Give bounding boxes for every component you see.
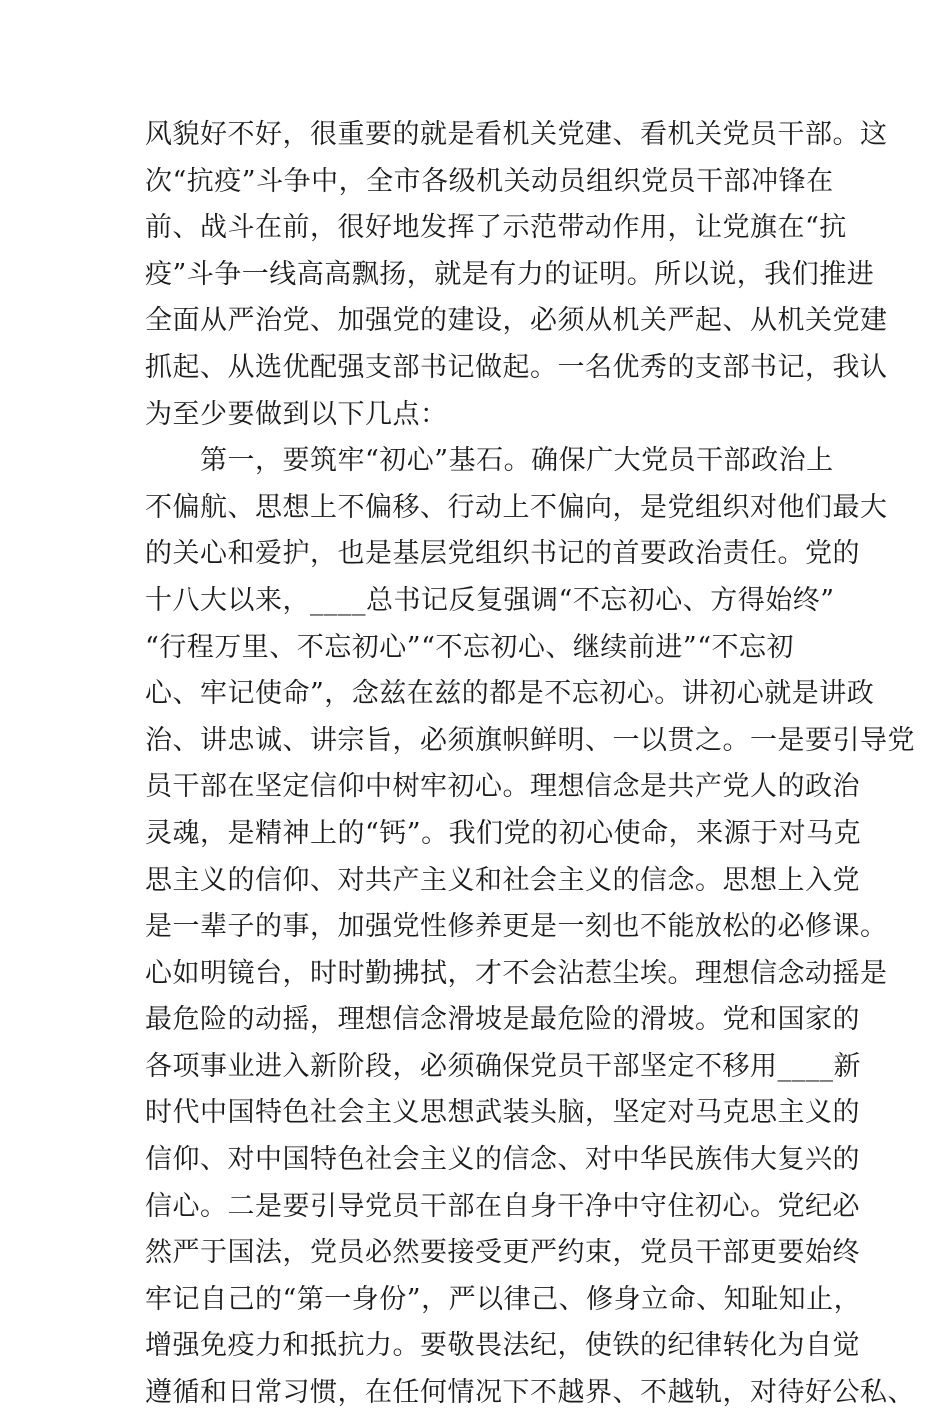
text-line: 时代中国特色社会主义思想武装头脑，坚定对马克思主义的 (145, 1097, 860, 1129)
text-line: 第一，要筑牢“初心”基石。确保广大党员干部政治上 (145, 445, 834, 477)
text-line: 信心。二是要引导党员干部在自身干净中守住初心。党纪必 (145, 1190, 860, 1222)
text-line: 牢记自己的“第一身份”，严以律己、修身立命、知耻知止， (145, 1283, 862, 1315)
text-line: 是一辈子的事，加强党性修养更是一刻也不能放松的必修课。 (145, 911, 888, 943)
text-line: 次“抗疫”斗争中，全市各级机关动员组织党员干部冲锋在 (145, 165, 834, 197)
text-line: 最危险的动摇，理想信念滑坡是最危险的滑坡。党和国家的 (145, 1004, 860, 1036)
text-line: 思主义的信仰、对共产主义和社会主义的信念。思想上入党 (145, 864, 860, 896)
text-line: 各项事业进入新阶段，必须确保党员干部坚定不移用____新 (145, 1050, 861, 1082)
text-line: 抓起、从选优配强支部书记做起。一名优秀的支部书记，我认 (145, 351, 888, 383)
body-text (145, 112, 915, 1417)
text-line: 为至少要做到以下几点： (145, 398, 448, 430)
text-line: 治、讲忠诚、讲宗旨，必须旗帜鲜明、一以贯之。一是要引导党 (145, 724, 915, 756)
text-line: 员干部在坚定信仰中树牢初心。理想信念是共产党人的政治 (145, 771, 860, 803)
text-line: 灵魂，是精神上的“钙”。我们党的初心使命，来源于对马克 (145, 817, 862, 849)
text-line: 心如明镜台，时时勤拂拭，才不会沾惹尘埃。理想信念动摇是 (145, 957, 888, 989)
text-line: 全面从严治党、加强党的建设，必须从机关严起、从机关党建 (145, 305, 888, 337)
text-line: 不偏航、思想上不偏移、行动上不偏向，是党组织对他们最大 (145, 491, 888, 523)
text-line: 增强免疫力和抵抗力。要敬畏法纪，使铁的纪律转化为自觉 (145, 1330, 860, 1362)
text-line: 风貌好不好，很重要的就是看机关党建、看机关党员干部。这 (145, 119, 888, 150)
text-line: 十八大以来，____总书记反复强调“不忘初心、方得始终” (145, 584, 835, 616)
text-line: 然严于国法，党员必然要接受更严约束，党员干部更要始终 (145, 1237, 860, 1269)
text-line: 前、战斗在前，很好地发挥了示范带动作用，让党旗在“抗 (145, 212, 847, 244)
text-line: “行程万里、不忘初心”“不忘初心、继续前进”“不忘初 (145, 631, 795, 663)
text-line: 心、牢记使命”，念兹在兹的都是不忘初心。讲初心就是讲政 (145, 678, 875, 710)
text-line: 疫”斗争一线高高飘扬，就是有力的证明。所以说，我们推进 (145, 258, 875, 290)
text-line: 的关心和爱护，也是基层党组织书记的首要政治责任。党的 (145, 538, 860, 570)
text-line: 信仰、对中国特色社会主义的信念、对中华民族伟大复兴的 (145, 1144, 860, 1176)
text-line: 遵循和日常习惯，在任何情况下不越界、不越轨，对待好公私、 (145, 1377, 915, 1409)
